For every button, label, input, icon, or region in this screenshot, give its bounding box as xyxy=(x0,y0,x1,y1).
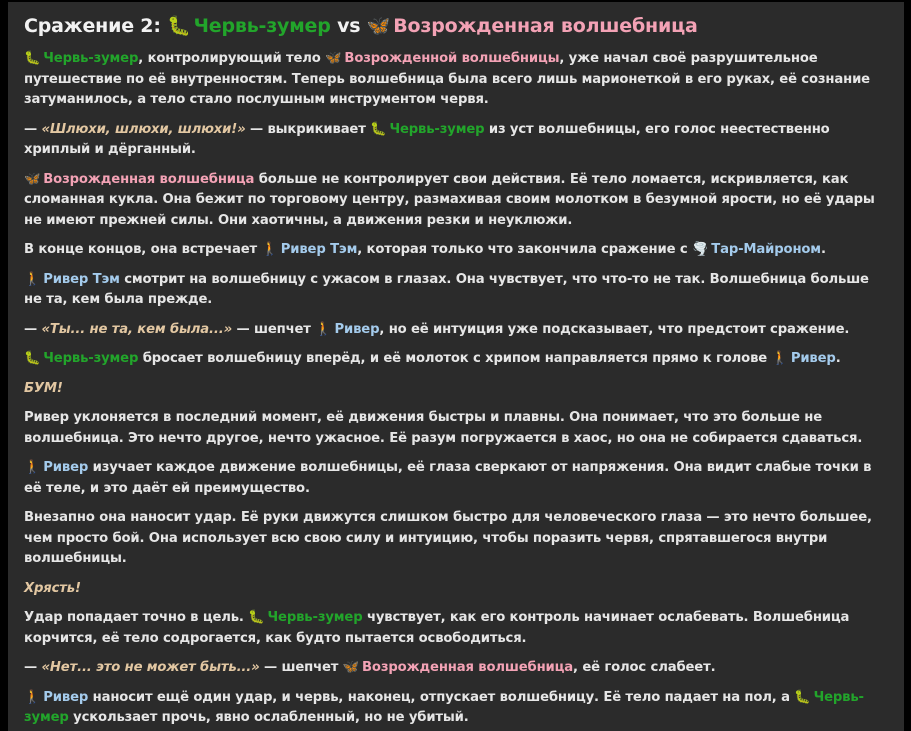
paragraph-2 xyxy=(24,120,890,161)
butterfly-icon: 🦋 xyxy=(24,171,41,187)
river-name: Ривер Тэм xyxy=(43,271,120,287)
paragraph-4 xyxy=(24,240,890,261)
text: бросает волшебницу вперёд, и её молоток с хрипом направляется прямо к голове xyxy=(138,351,772,366)
quote: «Нет... это не может быть...» xyxy=(41,660,260,675)
river-name: Ривер xyxy=(334,321,380,337)
worm-icon: 🐛 xyxy=(24,351,41,366)
paragraph-11 xyxy=(24,508,890,570)
worm-name: Червь-зумер xyxy=(267,610,363,625)
text: наносит ещё один удар, и червь, наконец, отпускает волшебницу. Её тело падает на пол, а xyxy=(88,689,795,705)
dash: — xyxy=(24,321,42,337)
worm-name: Червь-зумер xyxy=(43,51,139,66)
paragraph-7 xyxy=(24,349,890,370)
text: Удар попадает точно в цель. xyxy=(24,610,249,625)
walking-person-icon: 🚶 xyxy=(261,242,278,257)
text: , которая только что закончила сражение с xyxy=(357,242,692,257)
battle-title xyxy=(24,14,890,37)
text: из уст волшебницы, его голос неестественно хриплый и дёрганный. xyxy=(24,121,830,157)
walking-person-icon: 🚶 xyxy=(315,321,332,337)
walking-person-icon: 🚶 xyxy=(24,271,41,287)
worm-icon: 🐛 xyxy=(167,15,191,37)
paragraph-10 xyxy=(24,458,890,499)
title-prefix: Сражение 2: xyxy=(24,15,161,37)
witch-name: Возрожденной волшебницы xyxy=(344,51,560,66)
dash: — xyxy=(24,121,42,137)
worm-name: Червь-зумер xyxy=(24,689,864,725)
text: , но её интуиция уже подсказывает, что предстоит сражение. xyxy=(379,321,850,337)
paragraph-6 xyxy=(24,320,890,341)
river-name: Ривер xyxy=(43,460,89,475)
sound-effect: Хрясть! xyxy=(24,580,81,596)
text: , контролирующий тело xyxy=(138,51,326,66)
sound-effect: БУМ! xyxy=(24,380,63,396)
paragraph-1 xyxy=(24,49,890,111)
paragraph-15 xyxy=(24,688,890,729)
paragraph-12 xyxy=(24,579,890,600)
butterfly-icon: 🦋 xyxy=(342,660,360,675)
worm-icon: 🐛 xyxy=(248,610,265,625)
river-name: Ривер xyxy=(43,689,89,705)
paragraph-13 xyxy=(24,608,890,649)
worm-icon: 🐛 xyxy=(370,121,387,137)
worm-icon: 🐛 xyxy=(24,51,41,66)
walking-person-icon: 🚶 xyxy=(24,460,41,475)
title-worm-name: Червь-зумер xyxy=(193,15,331,37)
text: — шепчет xyxy=(259,660,343,675)
paragraph-5 xyxy=(24,270,890,311)
walking-person-icon: 🚶 xyxy=(24,689,41,705)
text: ускользает прочь, явно ослабленный, но не убитый. xyxy=(68,710,469,725)
tar-name: Тар-Майроном xyxy=(711,242,821,257)
tornado-icon: 🌪️ xyxy=(691,242,709,257)
text: изучает каждое движение волшебницы, её глаза сверкают от напряжения. Она видит слабые точки в её теле, и это даёт ей преимущество. xyxy=(24,460,872,496)
text: чувствует, как его контроль начинает ослабевать. Волшебница корчится, её тело содрогается, как будто пытается освободиться. xyxy=(24,610,850,646)
text: — выкрикивает xyxy=(245,121,371,137)
worm-icon: 🐛 xyxy=(794,689,811,705)
paragraph-9 xyxy=(24,408,890,449)
butterfly-icon: 🦋 xyxy=(325,51,342,66)
dash: — xyxy=(24,660,42,675)
paragraph-8 xyxy=(24,379,890,400)
worm-name: Червь-зумер xyxy=(43,351,139,366)
title-vs: vs xyxy=(337,15,361,37)
text: — шепчет xyxy=(232,321,316,337)
worm-name: Червь-зумер xyxy=(389,121,485,137)
walking-person-icon: 🚶 xyxy=(771,351,788,366)
paragraph-3 xyxy=(24,170,890,232)
text: Внезапно она наносит удар. Её руки движутся слишком быстро для человеческого глаза — это нечто большее, чем просто бой. Она использует всю свою силу и интуицию, чтобы поразить червя, спрятавшегося внутри волшебницы. xyxy=(24,510,872,566)
paragraph-14 xyxy=(24,658,890,679)
text: Ривер уклоняется в последний момент, её движения быстры и плавны. Она понимает, что это больше не волшебница. Это нечто другое, нечто ужасное. Её разум погружается в хаос, но она не собирается сдаваться. xyxy=(24,410,863,446)
text: , уже начал своё разрушительное путешествие по её внутренностям. Теперь волшебница была всего лишь марионеткой в его руках, её сознание затуманилось, а тело стало послушным инструментом червя. xyxy=(24,51,870,107)
text: больше не контролирует свои действия. Её тело ломается, искривляется, как сломанная кукла. Она бежит по торговому центру, размахивая своим молотком в безумной ярости, но её удары не имеют прежней силы. Они хаотичны, а движения резки и неуклюжи. xyxy=(24,171,875,228)
river-name: Ривер Тэм xyxy=(280,242,358,257)
text: смотрит на волшебницу с ужасом в глазах. Она чувствует, что что-то не так. Волшебница больше не та, кем была прежде. xyxy=(24,271,869,307)
text: , её голос слабеет. xyxy=(573,660,716,675)
quote: «Ты... не та, кем была...» xyxy=(41,321,233,337)
text: В конце концов, она встречает xyxy=(24,242,262,257)
quote: «Шлюхи, шлюхи, шлюхи!» xyxy=(41,121,246,137)
butterfly-icon: 🦋 xyxy=(366,15,391,37)
text: . xyxy=(835,351,841,366)
river-name: Ривер xyxy=(790,351,836,366)
text: . xyxy=(820,242,826,257)
witch-name: Возрожденная волшебница xyxy=(362,660,574,675)
battle-panel xyxy=(8,2,904,731)
witch-name: Возрожденная волшебница xyxy=(43,171,255,187)
title-witch-name: Возрожденная волшебница xyxy=(393,15,698,37)
